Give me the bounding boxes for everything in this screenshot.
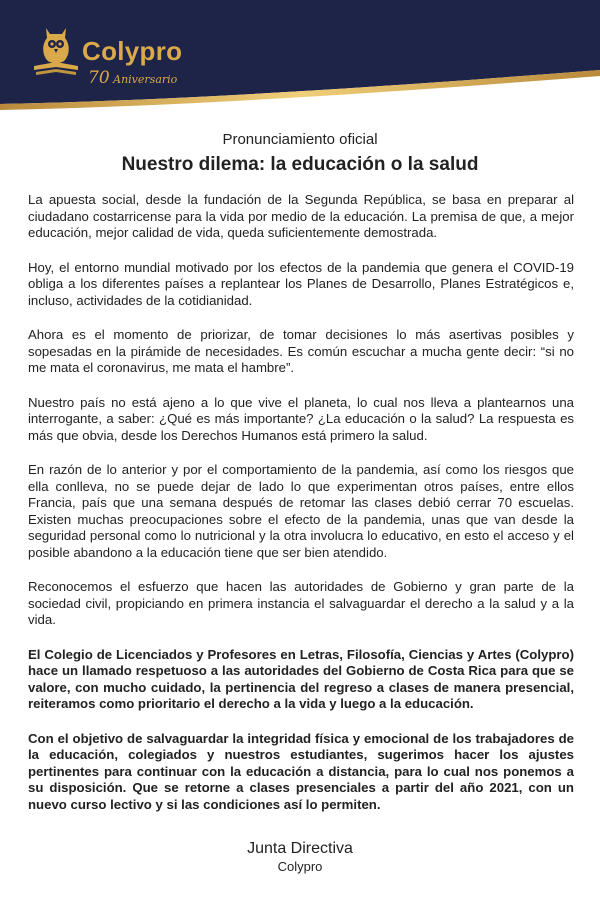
paragraph-6: Reconocemos el esfuerzo que hacen las autoridades de Gobierno y gran parte de la sociedad civil, propiciando en primera instancia el salvaguardar el derecho a la salud y a la vida. [28,579,574,627]
paragraph-3: Ahora es el momento de priorizar, de tomar decisiones lo más asertivas posibles y sopesadas en la pirámide de necesidades. Es común escuchar a mucha gente decir: “si no me mata el coronavirus, me mata el hambre”. [28,327,574,375]
title-block [0,131,600,177]
statement-body [28,192,574,831]
paragraph-2: Hoy, el entorno mundial motivado por los efectos de la pandemia que genera el COVID-19 obliga a los diferentes países a replantear los Planes de Desarrollo, Planes Estratégicos e, incluso, actividades de la cotidianidad. [28,259,574,308]
anniversary-number: 70 [88,68,110,88]
paragraph-7: El Colegio de Licenciados y Profesores en Letras, Filosofía, Ciencias y Artes (Colypro) hace un llamado respetuoso a las autoridades del Gobierno de Costa Rica para que se valore, con mucho cuidado, la pertinencia del regreso a clases de manera presencial, reiteramos como prioritario el derecho a la vida y luego a la educación. [28,646,574,711]
colypro-logo [32,22,202,92]
paragraph-1: La apuesta social, desde la fundación de la Segunda República, se basa en preparar al ciudadano costarricense para la vida por medio de la educación. La premisa de que, a mejor educación, mejor calidad de vida, queda suficientemente demostrada. [28,192,574,240]
kicker: Pronunciamiento oficial [222,131,378,148]
signature-title: Junta Directiva [247,840,353,857]
logo-wordmark: Colypro [82,36,183,66]
paragraph-5: En razón de lo anterior y por el comportamiento de la pandemia, así como los riesgos que ella conlleva, no se puede dejar de lado lo que experimentan otros países, entre ellos Francia, país que una semana después de retomar las clases debió cerrar 70 escuelas. Existen muchas preocupaciones sobre el efecto de la pandemia, unas que van desde la seguridad personal como lo nutricional y la otra involucra lo educativo, en esto el acceso y el posible abandono a la educación tiene que ser bien atendido. [28,462,574,560]
signature-block [0,839,600,875]
owl-icon [32,22,80,80]
paragraph-4: Nuestro país no está ajeno a lo que vive el planeta, lo cual nos lleva a plantearnos una interrogante, a saber: ¿Qué es más importante? ¿La educación o la salud? La respuesta es más que obvia, desde los Derechos Humanos está primero la salud. [28,394,574,443]
header-banner [0,0,600,115]
signature-org: Colypro [277,859,323,874]
logo-anniversary [88,68,177,88]
page-title: Nuestro dilema: la educación o la salud [121,154,479,175]
anniversary-label: Aniversario [113,73,178,86]
paragraph-8: Con el objetivo de salvaguardar la integridad física y emocional de los trabajadores de la educación, colegiados y nuestros estudiantes, sugerimos hacer los ajustes pertinentes para continuar con la educación a distancia, para lo cual nos ponemos a su disposición. Que se retorne a clases presenciales a partir del año 2021, con un nuevo curso lectivo y si las condiciones así lo permiten. [28,730,574,812]
